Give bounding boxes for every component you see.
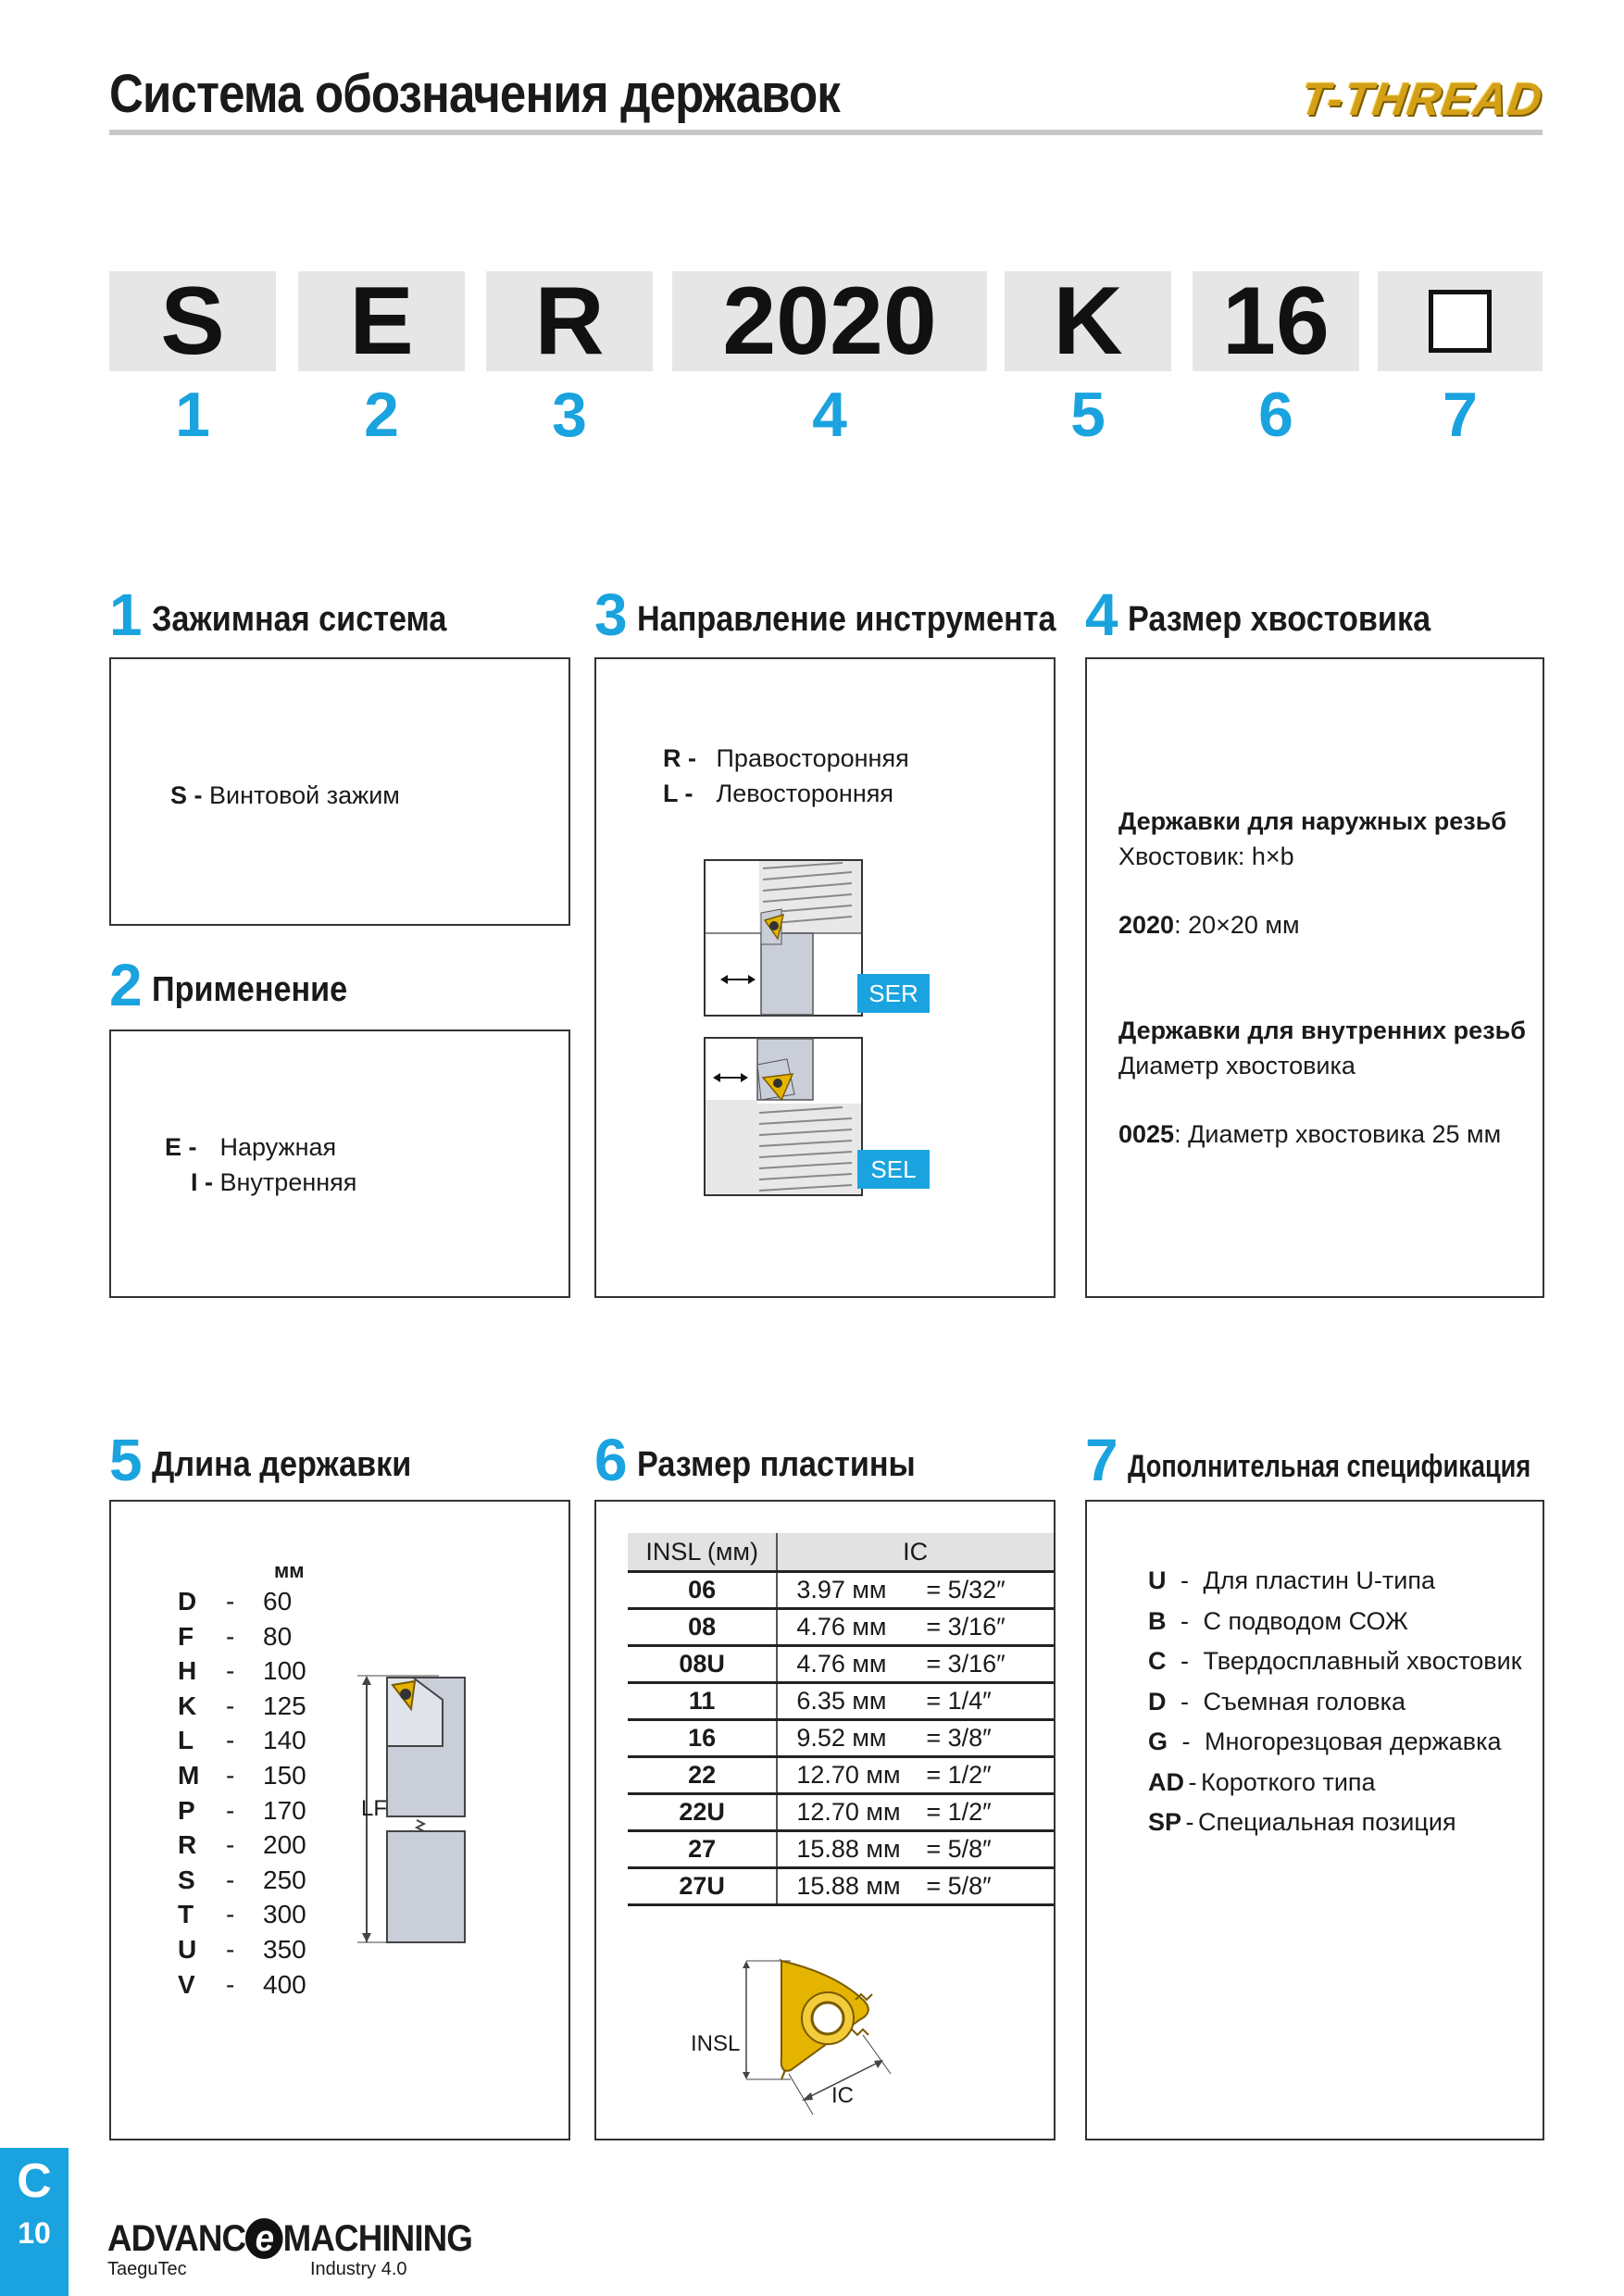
length-dash: -: [226, 1969, 235, 1999]
table-row: [628, 1720, 1054, 1757]
ic-inch: = 5/8″: [926, 1872, 992, 1900]
length-value: 170: [263, 1795, 306, 1825]
length-dash: -: [226, 1691, 235, 1720]
length-code: H: [178, 1656, 197, 1686]
section-number: 3: [594, 581, 628, 648]
section-1-panel: [109, 657, 570, 926]
length-code: F: [178, 1621, 194, 1651]
section-3-header: [594, 581, 1102, 648]
length-value: 300: [263, 1900, 306, 1929]
spec-text: Твердосплавный хвостовик: [1203, 1647, 1522, 1675]
section-number: 6: [594, 1427, 628, 1493]
spec-text: Для пластин U-типа: [1203, 1566, 1435, 1594]
code-segment-2: E: [298, 271, 465, 371]
spec-text: Короткого типа: [1201, 1767, 1376, 1796]
ic-mm: 4.76 мм: [796, 1650, 887, 1678]
section-1-header: [109, 581, 479, 648]
internal-holders-title: Державки для внутренних резьб: [1118, 1017, 1526, 1044]
length-dash: -: [226, 1656, 235, 1686]
section-6-panel: [594, 1500, 1056, 2140]
application-option: [165, 1133, 336, 1162]
direction-text: Правосторонняя: [716, 744, 909, 772]
code-number-1: 1: [175, 380, 210, 450]
section-title: Применение: [151, 970, 347, 1009]
section-title: Размер пластины: [636, 1445, 916, 1484]
spec-item: [1148, 1768, 1376, 1797]
length-row: [178, 1900, 306, 1929]
length-code: M: [178, 1761, 200, 1790]
clamp-text: Винтовой зажим: [209, 781, 400, 809]
length-code: K: [178, 1691, 197, 1720]
section-letter: C: [17, 2154, 52, 2208]
table-row: [628, 1683, 1054, 1720]
direction-text: Левосторонняя: [716, 780, 893, 807]
ic-mm: 12.70 мм: [796, 1761, 901, 1789]
code-number-5: 5: [1070, 380, 1106, 450]
section-7-panel: [1085, 1500, 1544, 2140]
section-title: Размер хвостовика: [1127, 600, 1430, 639]
length-dash: -: [226, 1726, 235, 1755]
ic-cell: [777, 1757, 1054, 1794]
ic-mm: 15.88 мм: [796, 1835, 901, 1863]
spec-sep: -: [1181, 1606, 1189, 1635]
spec-code: B: [1148, 1606, 1167, 1635]
external-size: [1118, 911, 1300, 940]
length-unit: мм: [274, 1559, 305, 1582]
external-holders-line: Хвостовик: h×b: [1118, 842, 1294, 870]
length-row: [178, 1935, 306, 1965]
length-row: [178, 1866, 306, 1895]
length-code: R: [178, 1830, 197, 1860]
length-code: P: [178, 1795, 195, 1825]
ic-cell: [777, 1720, 1054, 1757]
section-2-header: [109, 952, 369, 1018]
insert-dimension-illustration: [735, 1955, 911, 2122]
code-segment-6: 16: [1193, 271, 1359, 371]
table-header-row: [628, 1533, 1054, 1572]
length-row: [178, 1796, 306, 1826]
length-code: T: [178, 1900, 194, 1929]
length-value: 350: [263, 1935, 306, 1964]
section-4-panel: [1085, 657, 1544, 1298]
length-row: [178, 1656, 306, 1686]
ic-inch: = 3/8″: [926, 1724, 992, 1752]
length-dash: -: [226, 1935, 235, 1964]
page-number: 10: [18, 2216, 51, 2250]
ser-holder-illustration: [704, 859, 865, 1018]
ic-inch: = 3/16″: [926, 1613, 1006, 1641]
lf-label: LF: [361, 1796, 388, 1821]
length-value: 100: [263, 1656, 306, 1686]
length-dash: -: [226, 1621, 235, 1651]
table-row: [628, 1646, 1054, 1683]
column-header-ic: IC: [777, 1533, 1054, 1572]
length-value: 150: [263, 1761, 306, 1790]
length-code: S: [178, 1865, 195, 1894]
ic-cell: [777, 1683, 1054, 1720]
table-row: [628, 1609, 1054, 1646]
length-dash: -: [226, 1587, 235, 1616]
spec-item: [1148, 1607, 1408, 1636]
sel-tag: SEL: [857, 1150, 930, 1189]
internal-size-code: 0025: [1118, 1120, 1175, 1148]
sel-holder-illustration: [704, 1037, 865, 1198]
insl-cell: 27: [628, 1831, 777, 1868]
spec-code: U: [1148, 1566, 1167, 1594]
spec-sep: -: [1181, 1566, 1189, 1594]
length-dash: -: [226, 1795, 235, 1825]
section-number: 2: [109, 952, 143, 1018]
length-code: V: [178, 1969, 195, 1999]
code-number-2: 2: [364, 380, 399, 450]
ic-cell: [777, 1609, 1054, 1646]
internal-size: [1118, 1120, 1501, 1149]
spec-text: Многорезцовая державка: [1205, 1728, 1502, 1755]
ic-cell: [777, 1794, 1054, 1831]
ic-mm: 4.76 мм: [796, 1613, 887, 1641]
spec-code: C: [1148, 1647, 1167, 1675]
footer-brand: TaeguTec: [107, 2259, 187, 2279]
length-code: U: [178, 1935, 197, 1964]
ic-cell: [777, 1831, 1054, 1868]
length-row: [178, 1830, 306, 1860]
section-5-panel: [109, 1500, 570, 2140]
spec-text: Специальная позиция: [1198, 1808, 1456, 1836]
length-row: [178, 1761, 306, 1791]
code-segment-4: 2020: [672, 271, 987, 371]
table-row: [628, 1831, 1054, 1868]
internal-holders-line: Диаметр хвостовика: [1118, 1052, 1355, 1079]
page-title: Система обозначения державок: [109, 64, 840, 124]
external-holders-title: Державки для наружных резьб: [1118, 807, 1507, 835]
code-segment-1: S: [109, 271, 276, 371]
footer-tagline: Industry 4.0: [310, 2259, 407, 2279]
ic-cell: [777, 1868, 1054, 1905]
ic-inch: = 5/32″: [926, 1576, 1006, 1603]
section-7-header: [1085, 1427, 1624, 1493]
ser-tag: SER: [857, 974, 930, 1013]
length-row: [178, 1622, 292, 1652]
insl-cell: 08U: [628, 1646, 777, 1683]
spec-item: [1148, 1566, 1435, 1595]
ic-mm: 15.88 мм: [796, 1872, 901, 1900]
code-segment-3: R: [486, 271, 653, 371]
section-number: 4: [1085, 581, 1118, 648]
spec-code: D: [1148, 1687, 1167, 1716]
direction-code: L -: [663, 780, 693, 807]
section-number: 1: [109, 581, 143, 648]
logo-right: MACHINING: [282, 2218, 472, 2259]
length-value: 400: [263, 1969, 306, 1999]
code-segment-7: [1378, 271, 1543, 371]
empty-box-icon: [1429, 290, 1492, 353]
code-number-3: 3: [552, 380, 587, 450]
section-number: 7: [1085, 1427, 1118, 1493]
insl-cell: 22: [628, 1757, 777, 1794]
section-title: Длина державки: [151, 1445, 411, 1484]
length-code: L: [178, 1726, 194, 1755]
application-code: I -: [191, 1168, 213, 1196]
ic-inch: = 1/2″: [926, 1798, 992, 1826]
insl-cell: 06: [628, 1572, 777, 1609]
insl-cell: 08: [628, 1609, 777, 1646]
ic-label: IC: [831, 2083, 854, 2108]
length-dash: -: [226, 1900, 235, 1929]
spec-sep: -: [1181, 1647, 1189, 1675]
table-row: [628, 1572, 1054, 1609]
section-3-panel: [594, 657, 1056, 1298]
spec-code: AD: [1148, 1767, 1184, 1796]
direction-code: R -: [663, 744, 696, 772]
header-rule: [109, 130, 1543, 135]
section-title: Дополнительная спецификация: [1127, 1449, 1530, 1484]
length-value: 250: [263, 1865, 306, 1894]
table-row: [628, 1757, 1054, 1794]
table-row: [628, 1868, 1054, 1905]
clamp-option: [170, 781, 400, 810]
length-row: [178, 1587, 292, 1616]
insl-cell: 11: [628, 1683, 777, 1720]
logo-left: ADVANC: [107, 2218, 246, 2259]
length-dash: -: [226, 1761, 235, 1790]
application-text: Внутренняя: [219, 1168, 357, 1196]
length-value: 140: [263, 1726, 306, 1755]
length-code: D: [178, 1587, 197, 1616]
spec-text: Съемная головка: [1203, 1687, 1406, 1716]
footer-logo: [107, 2218, 472, 2260]
length-row: [178, 1726, 306, 1755]
internal-size-value: : Диаметр хвостовика 25 мм: [1174, 1120, 1502, 1148]
code-number-7: 7: [1443, 380, 1478, 450]
ic-inch: = 5/8″: [926, 1835, 992, 1863]
column-header-insl: INSL (мм): [628, 1533, 777, 1572]
insl-cell: 16: [628, 1720, 777, 1757]
length-dash: -: [226, 1865, 235, 1894]
spec-item: [1148, 1728, 1502, 1756]
ic-inch: = 3/16″: [926, 1650, 1006, 1678]
ic-inch: = 1/4″: [926, 1687, 992, 1715]
spec-code: SP: [1148, 1808, 1182, 1836]
spec-text: С подводом СОЖ: [1203, 1606, 1408, 1635]
length-value: 200: [263, 1830, 306, 1860]
section-4-header: [1085, 581, 1464, 648]
ic-mm: 3.97 мм: [796, 1576, 887, 1603]
spec-code: G: [1148, 1728, 1168, 1755]
spec-item: [1148, 1808, 1456, 1837]
application-text: Наружная: [219, 1133, 337, 1161]
spec-sep: -: [1181, 1687, 1189, 1716]
length-value: 125: [263, 1691, 306, 1720]
spec-sep: -: [1181, 1728, 1191, 1755]
table-row: [628, 1794, 1054, 1831]
section-2-panel: [109, 1029, 570, 1298]
length-value: 80: [263, 1621, 293, 1651]
spec-sep: -: [1185, 1808, 1194, 1836]
insl-label: INSL: [691, 2031, 741, 2056]
section-title: Направление инструмента: [636, 600, 1056, 639]
ic-cell: [777, 1646, 1054, 1683]
code-number-6: 6: [1258, 380, 1293, 450]
ic-mm: 9.52 мм: [796, 1724, 887, 1752]
insert-size-table: [628, 1533, 1054, 1906]
length-row: [178, 1691, 306, 1721]
ic-cell: [777, 1572, 1054, 1609]
length-row: [178, 1970, 306, 2000]
code-number-4: 4: [812, 380, 847, 450]
ic-inch: = 1/2″: [926, 1761, 992, 1789]
spec-item: [1148, 1688, 1405, 1716]
application-option: [165, 1168, 356, 1197]
section-6-header: [594, 1427, 946, 1493]
section-number: 5: [109, 1427, 143, 1493]
length-value: 60: [263, 1587, 293, 1616]
application-code: E -: [165, 1133, 197, 1161]
section-5-header: [109, 1427, 440, 1493]
direction-option: [663, 780, 893, 808]
logo-e: e: [245, 2218, 282, 2259]
brand-logo: T-THREAD: [1297, 73, 1546, 125]
spec-item: [1148, 1647, 1522, 1676]
code-segment-5: K: [1005, 271, 1171, 371]
direction-option: [663, 744, 909, 773]
spec-sep: -: [1188, 1767, 1197, 1796]
insl-cell: 27U: [628, 1868, 777, 1905]
insl-cell: 22U: [628, 1794, 777, 1831]
length-dash: -: [226, 1830, 235, 1860]
ic-mm: 6.35 мм: [796, 1687, 887, 1715]
external-size-value: : 20×20 мм: [1174, 911, 1300, 939]
clamp-code: S -: [170, 781, 203, 809]
ic-mm: 12.70 мм: [796, 1798, 901, 1826]
section-title: Зажимная система: [151, 600, 447, 639]
external-size-code: 2020: [1118, 911, 1175, 939]
